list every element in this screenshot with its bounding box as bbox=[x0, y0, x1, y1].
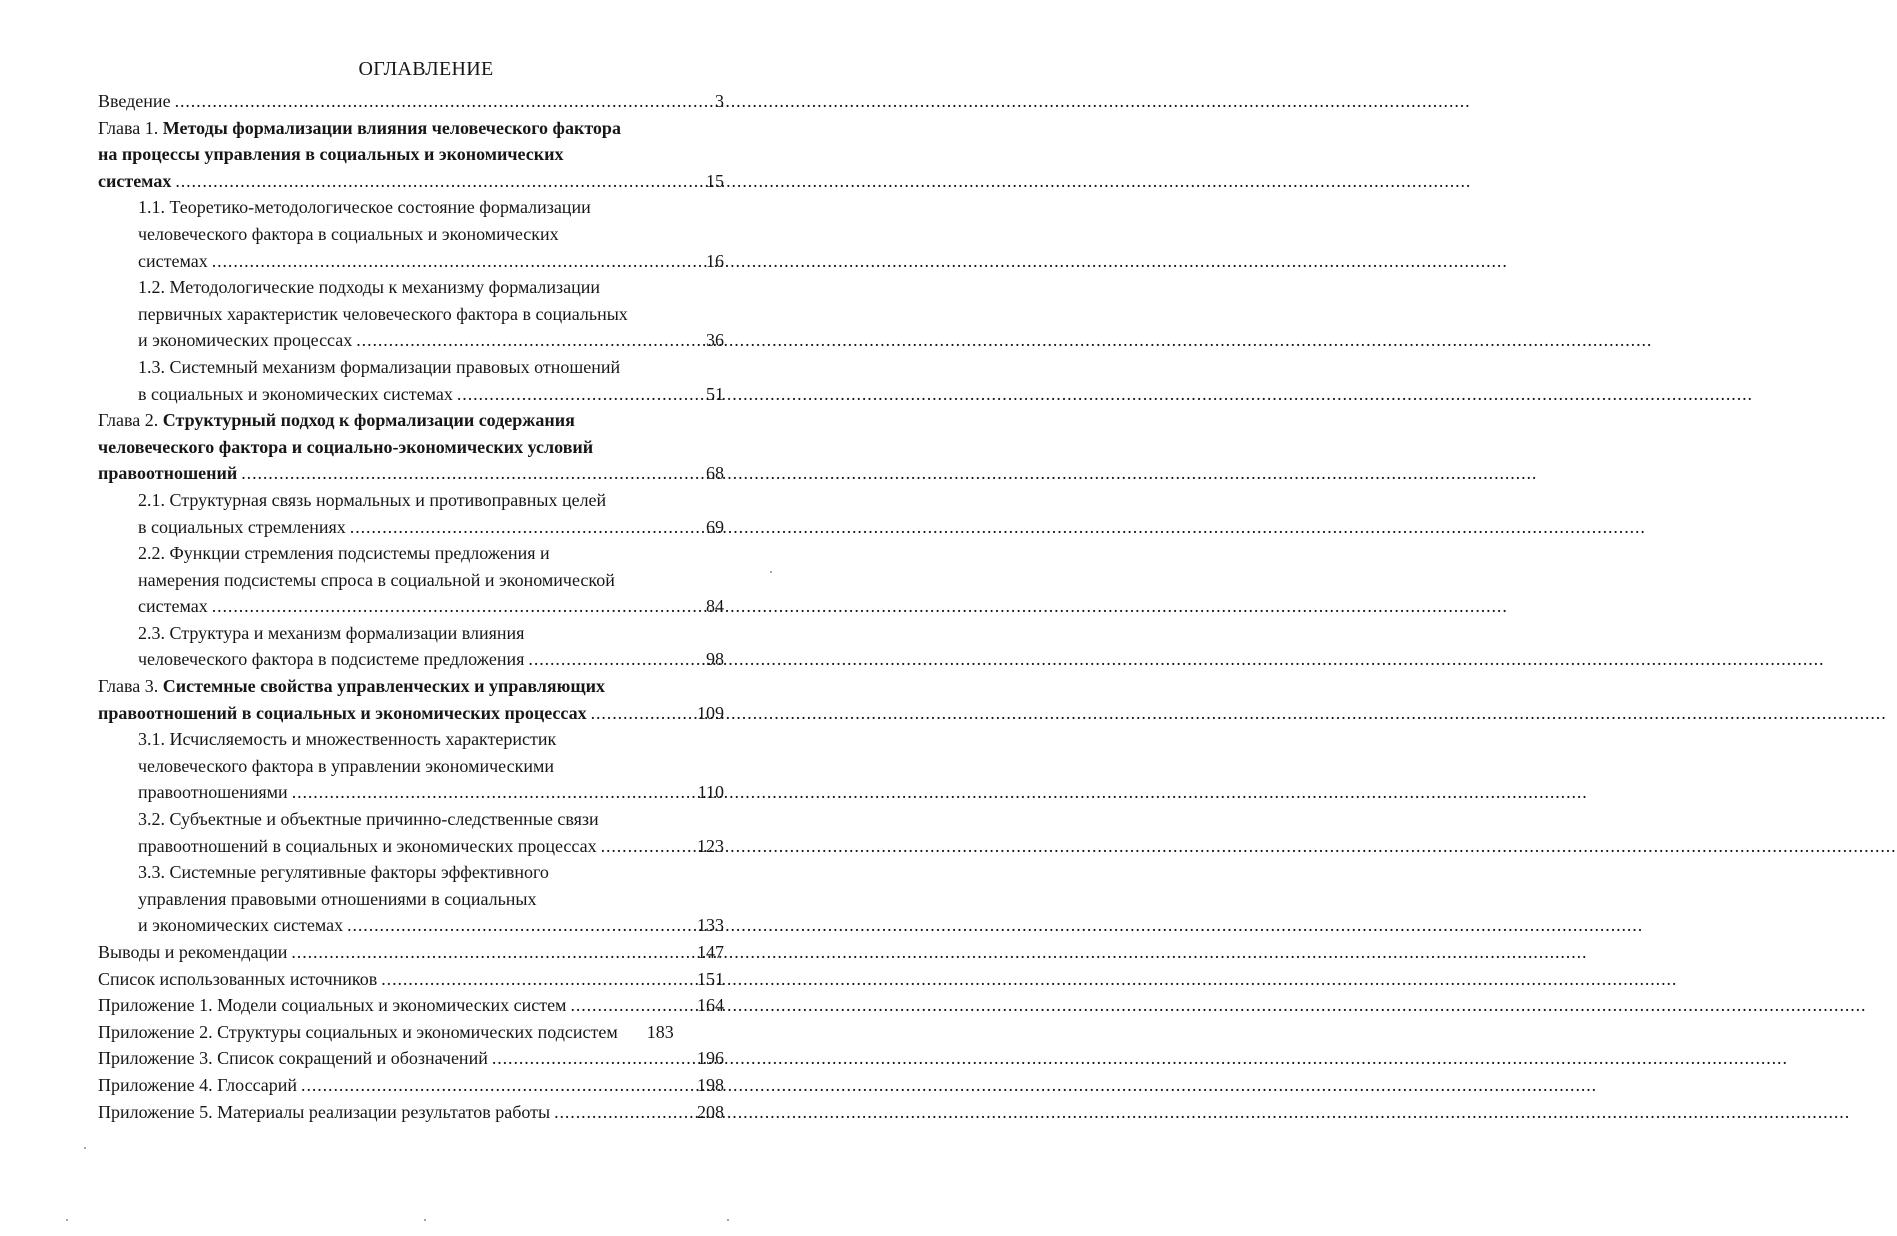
section-title-line: в социальных и экономических системах bbox=[138, 383, 453, 404]
leader-dots bbox=[237, 460, 668, 487]
scan-speck bbox=[84, 1147, 86, 1149]
page-title: ОГЛАВЛЕНИЕ bbox=[358, 58, 494, 80]
section-title-line: 3.1. Исчисляемость и множественность характеристик bbox=[138, 729, 557, 750]
toc-entry-title: Приложение 2. Структуры социальных и экономических подсистем bbox=[98, 1021, 618, 1042]
toc-page-number: 183 bbox=[646, 1021, 674, 1042]
scan-speck bbox=[424, 1219, 426, 1221]
chapter-title-line: Методы формализации влияния человеческого фактора bbox=[162, 117, 621, 138]
leader-dots bbox=[587, 700, 668, 727]
toc-page-number: 69 bbox=[706, 516, 724, 537]
leader-dots bbox=[346, 514, 668, 541]
toc-entry-section-3-2[interactable] bbox=[98, 806, 724, 859]
chapter-title-line: на процессы управления в социальных и экономических bbox=[98, 144, 564, 165]
section-title-line: человеческого фактора в социальных и экономических bbox=[138, 223, 559, 244]
section-title-line: человеческого фактора в управлении экономическими bbox=[138, 755, 554, 776]
section-title-line: 2.3. Структура и механизм формализации влияния bbox=[138, 622, 525, 643]
chapter-prefix: Глава 3. bbox=[98, 676, 163, 697]
toc-entry-section-1-3[interactable] bbox=[98, 354, 724, 407]
scan-speck bbox=[770, 571, 772, 573]
toc-page-number: 208 bbox=[697, 1101, 724, 1122]
toc-entry-chapter-1[interactable] bbox=[98, 115, 724, 195]
chapter-prefix: Глава 2. bbox=[98, 410, 163, 431]
leader-dots bbox=[597, 833, 668, 860]
section-title-line: системах bbox=[138, 596, 208, 617]
chapter-prefix: Глава 1. bbox=[98, 117, 163, 138]
leader-dots bbox=[488, 1045, 668, 1072]
leader-dots bbox=[287, 939, 668, 966]
toc-entry-section-2-3[interactable] bbox=[98, 620, 724, 673]
toc-entry-chapter-3[interactable] bbox=[98, 673, 724, 726]
section-title-line: человеческого фактора в подсистеме предложения bbox=[138, 649, 525, 670]
toc-entry-appendix-4[interactable] bbox=[98, 1072, 724, 1099]
section-title-line: 3.2. Субъектные и объектные причинно-следственные связи bbox=[138, 809, 599, 830]
section-title-line: 1.2. Методологические подходы к механизму формализации bbox=[138, 277, 601, 298]
leader-dots bbox=[171, 88, 668, 115]
toc-page-number: 196 bbox=[697, 1048, 724, 1069]
section-title-line: 1.1. Теоретико-методологическое состояние формализации bbox=[138, 197, 591, 218]
toc-entry-appendix-1[interactable] bbox=[98, 992, 724, 1019]
section-title-line: 1.3. Системный механизм формализации правовых отношений bbox=[138, 356, 621, 377]
toc-page-number: 147 bbox=[697, 942, 724, 962]
scan-speck bbox=[66, 1219, 68, 1221]
toc-entry-appendix-5[interactable] bbox=[98, 1099, 724, 1126]
toc-page-number: 133 bbox=[697, 915, 724, 936]
toc-entry-title: Приложение 3. Список сокращений и обозначений bbox=[98, 1048, 488, 1069]
section-title-line: в социальных стремлениях bbox=[138, 516, 346, 537]
document-page bbox=[0, 0, 799, 1236]
section-title-line: правоотношений в социальных и экономических процессах bbox=[138, 835, 597, 856]
toc-page-number: 151 bbox=[697, 968, 724, 989]
leader-dots bbox=[208, 593, 668, 620]
leader-dots bbox=[566, 992, 668, 1019]
toc-page-number: 3 bbox=[715, 91, 724, 111]
leader-dots bbox=[288, 779, 668, 806]
chapter-title-line: человеческого фактора и социально-экономических условий bbox=[98, 436, 594, 457]
section-title-line: 2.2. Функции стремления подсистемы предложения и bbox=[138, 543, 550, 564]
section-title-line: системах bbox=[138, 250, 208, 271]
toc-entry-chapter-2[interactable] bbox=[98, 407, 724, 487]
section-title-line: и экономических системах bbox=[138, 915, 344, 936]
chapter-title-line: правоотношений в социальных и экономических процессах bbox=[98, 702, 587, 723]
table-of-contents bbox=[98, 88, 724, 1125]
toc-entry-section-1-2[interactable] bbox=[98, 274, 724, 354]
leader-dots bbox=[550, 1099, 668, 1126]
toc-entry-title: Введение bbox=[98, 91, 171, 111]
leader-dots bbox=[524, 646, 668, 673]
toc-entry-section-2-1[interactable] bbox=[98, 487, 724, 540]
toc-page-number: 123 bbox=[697, 835, 724, 856]
toc-entry-section-3-3[interactable] bbox=[98, 859, 724, 939]
chapter-title-line: Структурный подход к формализации содержания bbox=[162, 410, 575, 431]
toc-entry-section-2-2[interactable] bbox=[98, 540, 724, 620]
leader-dots bbox=[297, 1072, 668, 1099]
leader-dots bbox=[208, 248, 668, 275]
toc-page-number: 16 bbox=[706, 250, 724, 271]
toc-page-number: 36 bbox=[706, 330, 724, 351]
chapter-title-line: Системные свойства управленческих и управляющих bbox=[162, 676, 605, 697]
toc-page-number: 51 bbox=[706, 383, 724, 404]
section-title-line: и экономических процессах bbox=[138, 330, 353, 351]
toc-entry-sources[interactable] bbox=[98, 966, 724, 993]
chapter-title-line: системах bbox=[98, 170, 172, 191]
toc-entry-title: Выводы и рекомендации bbox=[98, 942, 288, 962]
section-title-line: первичных характеристик человеческого фактора в социальных bbox=[138, 303, 628, 324]
leader-dots bbox=[352, 327, 668, 354]
section-title-line: правоотношениями bbox=[138, 782, 288, 803]
scan-speck bbox=[727, 1219, 729, 1221]
toc-page-number: 109 bbox=[697, 702, 724, 723]
toc-page-number: 110 bbox=[697, 782, 724, 803]
toc-page-number: 84 bbox=[706, 596, 724, 617]
leader-dots bbox=[343, 912, 668, 939]
toc-entry-title: Список использованных источников bbox=[98, 968, 378, 989]
leader-dots bbox=[453, 381, 668, 408]
toc-entry-title: Приложение 1. Модели социальных и экономических систем bbox=[98, 995, 567, 1016]
toc-entry-appendix-2[interactable] bbox=[98, 1019, 724, 1046]
section-title-line: 3.3. Системные регулятивные факторы эффективного bbox=[138, 862, 549, 883]
chapter-title-line: правоотношений bbox=[98, 463, 238, 484]
toc-entry-title: Приложение 5. Материалы реализации результатов работы bbox=[98, 1101, 551, 1122]
toc-entry-conclusions[interactable] bbox=[98, 939, 724, 966]
section-title-line: управления правовыми отношениями в социальных bbox=[138, 888, 537, 909]
toc-page-number: 68 bbox=[706, 463, 724, 484]
toc-entry-title: Приложение 4. Глоссарий bbox=[98, 1074, 298, 1095]
toc-page-number: 164 bbox=[697, 995, 724, 1016]
toc-page-number: 198 bbox=[697, 1074, 724, 1095]
toc-entry-section-3-1[interactable] bbox=[98, 726, 724, 806]
toc-page-number: 98 bbox=[706, 649, 724, 670]
toc-entry-section-1-1[interactable] bbox=[98, 194, 724, 274]
toc-page-number: 15 bbox=[706, 170, 724, 191]
toc-entry-introduction[interactable] bbox=[98, 88, 724, 115]
leader-dots bbox=[171, 168, 668, 195]
toc-entry-appendix-3[interactable] bbox=[98, 1045, 724, 1072]
section-title-line: 2.1. Структурная связь нормальных и противоправных целей bbox=[138, 489, 607, 510]
section-title-line: намерения подсистемы спроса в социальной и экономической bbox=[138, 569, 615, 590]
leader-dots bbox=[377, 966, 668, 993]
